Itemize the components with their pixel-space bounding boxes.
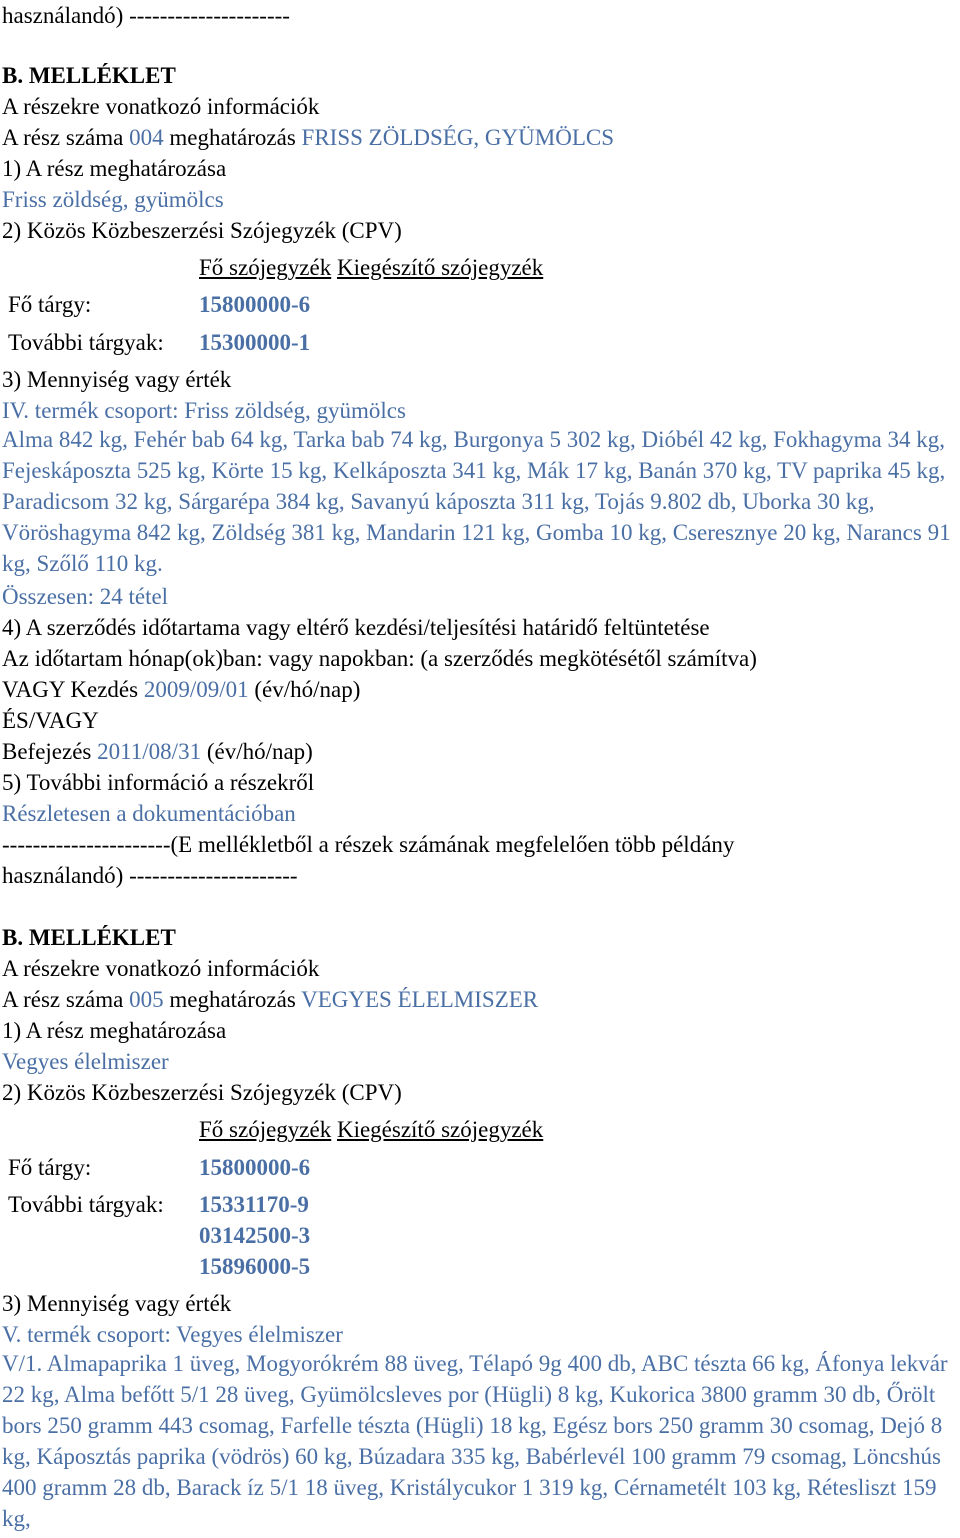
main-subject-label: Fő tárgy:: [8, 292, 92, 317]
cpv-header-row: [199, 256, 543, 279]
cpv-supplementary-header: Kiegészítő szójegyzék: [336, 255, 544, 280]
part-name-value: FRISS ZÖLDSÉG, GYÜMÖLCS: [301, 125, 614, 150]
product-group-label: V. termék csoport: Vegyes élelmiszer: [2, 1322, 343, 1347]
info-label: A részekre vonatkozó információk: [2, 94, 320, 119]
start-date-label: VAGY Kezdés: [2, 677, 139, 702]
product-items-text: V/1. Almapaprika 1 üveg, Mogyorókrém 88 üveg, Télapó 9g 400 db, ABC tészta 66 kg, Áfonya lekvár 22 kg, Alma befőtt 5/1 28 üveg, Gyümölcsleves por (Hügli) 8 kg, Kukorica 3800 gramm 30 db, Őrölt bors 250 gramm 443 csomag, Farfelle tészta (Hügli) 18 kg, Egész bors 250 gramm 30 csomag, Dejó 8 kg, Káposztás paprika (vödrös) 60 kg, Búzadara 335 kg, Babérlevél 100 gramm 79 csomag, Löncshús 400 gramm 28 db, Barack íz 5/1 18 üveg, Kristálycukor 1 319 kg, Cérnametélt 103 kg, Rétesliszt 159 kg,: [2, 1351, 948, 1531]
cpv-supplementary-header: Kiegészítő szójegyzék: [336, 1117, 544, 1142]
and-or-label: ÉS/VAGY: [2, 708, 99, 733]
more-info-label: 5) További információ a részekről: [2, 770, 315, 795]
cpv-header-row: [199, 1118, 543, 1141]
separator-line: ----------------------(E mellékletből a részek számának megfelelően több példány: [2, 832, 735, 857]
quantity-label: 3) Mennyiség vagy érték: [2, 1291, 232, 1316]
additional-subjects-label: További tárgyak:: [8, 1192, 164, 1217]
additional-subject-code: 03142500-3: [199, 1223, 311, 1248]
part-name-value: VEGYES ÉLELMISZER: [301, 987, 539, 1012]
definition-label: 1) A rész meghatározása: [2, 1018, 227, 1043]
main-subject-code: 15800000-6: [199, 1155, 311, 1180]
definition-value: Vegyes élelmiszer: [2, 1049, 169, 1074]
start-date-value: 2009/09/01: [143, 677, 249, 702]
cpv-label: 2) Közös Közbeszerzési Szójegyzék (CPV): [2, 1080, 402, 1105]
additional-subjects-label: További tárgyak:: [8, 330, 164, 355]
cpv-main-header: Fő szójegyzék: [199, 255, 332, 280]
separator-line: használandó) ---------------------: [2, 3, 290, 28]
additional-subject-code: 15331170-9: [199, 1192, 309, 1217]
additional-subject-code: 15300000-1: [199, 330, 311, 355]
quantity-label: 3) Mennyiség vagy érték: [2, 367, 232, 392]
annex-heading: B. MELLÉKLET: [2, 925, 176, 950]
part-definition-label: meghatározás: [169, 987, 296, 1012]
duration-label: 4) A szerződés időtartama vagy eltérő kezdési/teljesítési határidő feltüntetése: [2, 615, 710, 640]
part-number-value: 005: [129, 987, 164, 1012]
start-date-format: (év/hó/nap): [254, 677, 361, 702]
part-number-value: 004: [129, 125, 164, 150]
end-date-row: [2, 740, 313, 763]
cpv-label: 2) Közös Közbeszerzési Szójegyzék (CPV): [2, 218, 402, 243]
product-group-label: IV. termék csoport: Friss zöldség, gyümölcs: [2, 398, 406, 423]
annex-heading: B. MELLÉKLET: [2, 63, 176, 88]
end-date-value: 2011/08/31: [97, 739, 202, 764]
more-info-value: Részletesen a dokumentációban: [2, 801, 296, 826]
part-definition-label: meghatározás: [169, 125, 296, 150]
part-number-row: [2, 988, 538, 1011]
main-subject-label: Fő tárgy:: [8, 1155, 92, 1180]
info-label: A részekre vonatkozó információk: [2, 956, 320, 981]
part-number-label: A rész száma: [2, 987, 124, 1012]
total-items: Összesen: 24 tétel: [2, 584, 169, 609]
start-date-row: [2, 678, 360, 701]
end-date-label: Befejezés: [2, 739, 92, 764]
part-number-label: A rész száma: [2, 125, 124, 150]
duration-text: Az időtartam hónap(ok)ban: vagy napokban: (a szerződés megkötésétől számítva): [2, 646, 757, 671]
definition-label: 1) A rész meghatározása: [2, 156, 227, 181]
separator-line: használandó) ----------------------: [2, 863, 298, 888]
definition-value: Friss zöldség, gyümölcs: [2, 187, 224, 212]
part-number-row: [2, 126, 614, 149]
cpv-main-header: Fő szójegyzék: [199, 1117, 332, 1142]
additional-subject-code: 15896000-5: [199, 1254, 311, 1279]
product-items-text: Alma 842 kg, Fehér bab 64 kg, Tarka bab 74 kg, Burgonya 5 302 kg, Dióbél 42 kg, Fokhagyma 34 kg, Fejeskáposzta 525 kg, Körte 15 kg, Kelkáposzta 341 kg, Mák 17 kg, Banán 370 kg, TV paprika 45 kg, Paradicsom 32 kg, Sárgarépa 384 kg, Savanyú káposzta 311 kg, Tojás 9.802 db, Uborka 30 kg, Vöröshagyma 842 kg, Zöldség 381 kg, Mandarin 121 kg, Gomba 10 kg, Cseresznye 20 kg, Narancs 91 kg, Szőlő 110 kg.: [2, 427, 951, 576]
end-date-format: (év/hó/nap): [206, 739, 313, 764]
main-subject-code: 15800000-6: [199, 292, 311, 317]
